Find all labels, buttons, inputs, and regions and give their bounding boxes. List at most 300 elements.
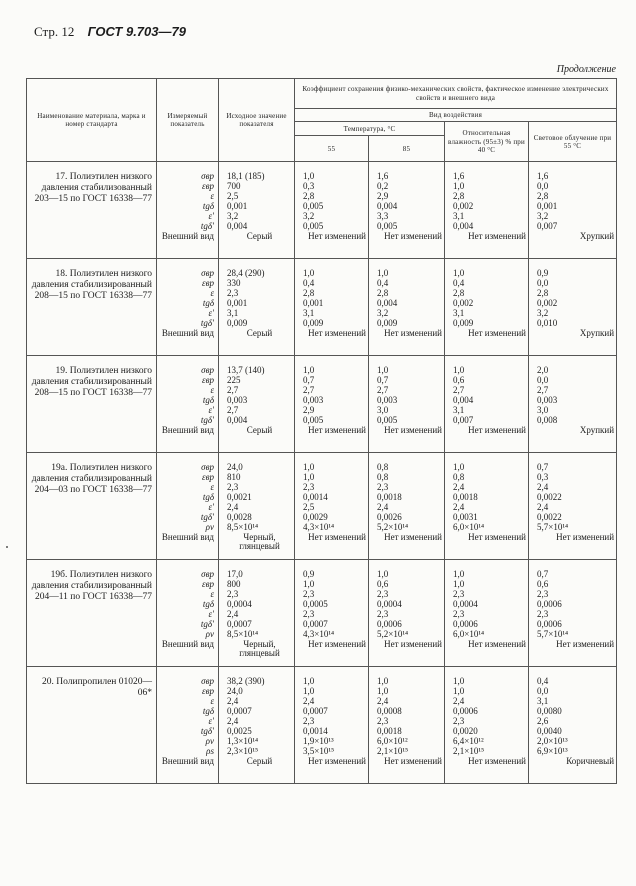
value-cell-initial bbox=[219, 259, 295, 350]
value-light: Нет изменений bbox=[556, 640, 615, 650]
value-cell-humidity bbox=[445, 356, 529, 447]
value-light: 0,001 bbox=[537, 202, 558, 212]
col-coeff: Коэффициент сохранения физико-механических свойств, фактическое изменение электрических свойств и внешнего вида bbox=[295, 79, 617, 109]
value-light: 0,0080 bbox=[537, 707, 562, 717]
value-humidity: 2,1×10¹⁵ bbox=[453, 747, 485, 757]
value-t85: 0,0018 bbox=[377, 493, 402, 503]
value-initial: 2,3 bbox=[227, 483, 239, 493]
value-initial: Серый bbox=[246, 232, 273, 242]
value-humidity: 0,0031 bbox=[453, 513, 478, 523]
value-initial: 0,0028 bbox=[227, 513, 252, 523]
value-initial: 8,5×10¹⁴ bbox=[227, 523, 259, 533]
value-humidity: 1,0 bbox=[453, 677, 465, 687]
indicator-symbol: tgδ bbox=[202, 707, 214, 717]
value-initial: 0,0007 bbox=[227, 707, 252, 717]
indicator-symbol: tgδ′ bbox=[200, 727, 214, 737]
value-humidity: 6,0×10¹⁴ bbox=[453, 523, 485, 533]
row-separator bbox=[27, 777, 617, 784]
value-humidity: Нет изменений bbox=[468, 757, 526, 767]
indicator-symbol: ε bbox=[210, 483, 214, 493]
value-cell-initial bbox=[219, 356, 295, 447]
value-t55: 0,005 bbox=[303, 416, 324, 426]
value-humidity: 3,1 bbox=[453, 406, 465, 416]
value-t85: 2,3 bbox=[377, 717, 389, 727]
value-t85: 0,7 bbox=[377, 376, 389, 386]
value-humidity: 6,4×10¹² bbox=[453, 737, 484, 747]
value-initial: 225 bbox=[227, 376, 241, 386]
value-initial: 0,004 bbox=[227, 416, 248, 426]
indicator-symbol: ε′ bbox=[208, 610, 214, 620]
value-light: Коричневый bbox=[566, 757, 615, 767]
material-name: 19а. Полиэтилен низкого давления стабилизированный 204—03 по ГОСТ 16338—77 bbox=[27, 453, 157, 554]
value-cell-light bbox=[529, 162, 617, 253]
value-light: 2,7 bbox=[537, 386, 549, 396]
value-cell-humidity bbox=[445, 560, 529, 661]
value-humidity: 1,0 bbox=[453, 463, 465, 473]
value-initial: 18,1 (185) bbox=[227, 172, 265, 182]
value-light: 0,0040 bbox=[537, 727, 562, 737]
value-t85: 3,3 bbox=[377, 212, 389, 222]
value-humidity: 0,007 bbox=[453, 416, 474, 426]
value-t55: 1,0 bbox=[303, 687, 315, 697]
value-t85: 6,0×10¹² bbox=[377, 737, 408, 747]
value-cell-t55 bbox=[295, 356, 369, 447]
value-t55: 1,0 bbox=[303, 269, 315, 279]
col-initial: Исходное значение показателя bbox=[219, 79, 295, 162]
value-t55: Нет изменений bbox=[308, 757, 366, 767]
value-t85: 5,2×10¹⁴ bbox=[377, 630, 409, 640]
value-cell-t85 bbox=[369, 453, 445, 554]
value-light: 0,9 bbox=[537, 269, 549, 279]
table-row bbox=[27, 453, 617, 554]
col-material: Наименование материала, марка и номер стандарта bbox=[27, 79, 157, 162]
value-cell-t85 bbox=[369, 162, 445, 253]
value-humidity: 0,0018 bbox=[453, 493, 478, 503]
value-initial: 28,4 (290) bbox=[227, 269, 265, 279]
page-header bbox=[34, 24, 186, 40]
value-light: 5,7×10¹⁴ bbox=[537, 523, 569, 533]
value-light: 2,8 bbox=[537, 289, 549, 299]
value-humidity: 0,0020 bbox=[453, 727, 478, 737]
value-light: 0,0022 bbox=[537, 493, 562, 503]
value-light: 0,6 bbox=[537, 580, 549, 590]
value-light: 2,8 bbox=[537, 192, 549, 202]
material-name: 19. Полиэтилен низкого давления стабилизированный 208—15 по ГОСТ 16338—77 bbox=[27, 356, 157, 447]
value-t55: 0,0007 bbox=[303, 707, 328, 717]
value-t55: 2,4 bbox=[303, 697, 315, 707]
indicator-symbol: tgδ′ bbox=[200, 513, 214, 523]
value-initial: 2,5 bbox=[227, 192, 239, 202]
value-t55: 2,8 bbox=[303, 289, 315, 299]
indicator-symbol: ε′ bbox=[208, 503, 214, 513]
value-initial: 2,3 bbox=[227, 289, 239, 299]
value-t85: 0,0004 bbox=[377, 600, 402, 610]
value-cell-initial bbox=[219, 667, 295, 778]
value-cell-light bbox=[529, 667, 617, 778]
value-light: 0,0 bbox=[537, 687, 549, 697]
value-humidity: 0,004 bbox=[453, 222, 474, 232]
value-light: 0,3 bbox=[537, 473, 549, 483]
value-t55: 3,5×10¹⁵ bbox=[303, 747, 335, 757]
value-humidity: 0,002 bbox=[453, 202, 474, 212]
value-light: 0,0006 bbox=[537, 600, 562, 610]
value-t55: 1,0 bbox=[303, 473, 315, 483]
value-cell-t85 bbox=[369, 560, 445, 661]
value-humidity: 1,0 bbox=[453, 570, 465, 580]
value-t55: 0,005 bbox=[303, 202, 324, 212]
value-light: 0,0006 bbox=[537, 620, 562, 630]
value-cell-t55 bbox=[295, 162, 369, 253]
value-t55: Нет изменений bbox=[308, 640, 366, 650]
table-row bbox=[27, 667, 617, 778]
value-light: 0,0 bbox=[537, 279, 549, 289]
value-humidity: 2,7 bbox=[453, 386, 465, 396]
indicator-symbol: Внешний вид bbox=[161, 533, 214, 543]
indicator-symbol: tgδ bbox=[202, 202, 214, 212]
value-light: Нет изменений bbox=[556, 533, 615, 543]
value-t85: 0,0018 bbox=[377, 727, 402, 737]
value-initial: 3,2 bbox=[227, 212, 239, 222]
value-t85: 1,0 bbox=[377, 269, 389, 279]
value-humidity: Нет изменений bbox=[468, 329, 526, 339]
value-initial: 2,4 bbox=[227, 610, 239, 620]
value-initial: 2,4 bbox=[227, 503, 239, 513]
value-humidity: 1,0 bbox=[453, 687, 465, 697]
value-t85: 0,4 bbox=[377, 279, 389, 289]
value-t55: 0,0005 bbox=[303, 600, 328, 610]
value-t85: Нет изменений bbox=[384, 232, 442, 242]
value-initial: 17,0 bbox=[227, 570, 243, 580]
value-initial: 0,001 bbox=[227, 299, 248, 309]
value-t85: 2,9 bbox=[377, 192, 389, 202]
value-humidity: 0,002 bbox=[453, 299, 474, 309]
value-t85: 2,8 bbox=[377, 289, 389, 299]
value-t85: 0,003 bbox=[377, 396, 398, 406]
value-t55: 0,003 bbox=[303, 396, 324, 406]
value-t85: 3,2 bbox=[377, 309, 389, 319]
value-cell-t85 bbox=[369, 667, 445, 778]
indicator-symbol: ρs bbox=[206, 747, 214, 757]
indicator-symbol: ε′ bbox=[208, 309, 214, 319]
value-initial: Серый bbox=[246, 426, 273, 436]
indicator-symbol: tgδ bbox=[202, 600, 214, 610]
value-t85: 2,4 bbox=[377, 503, 389, 513]
value-initial: 330 bbox=[227, 279, 241, 289]
indicator-symbol: εвр bbox=[202, 279, 214, 289]
indicator-symbol: ε bbox=[210, 192, 214, 202]
value-t85: Нет изменений bbox=[384, 426, 442, 436]
value-humidity: 0,0006 bbox=[453, 620, 478, 630]
value-t55: 1,0 bbox=[303, 580, 315, 590]
value-initial: 0,0021 bbox=[227, 493, 252, 503]
indicator-list bbox=[157, 162, 219, 253]
value-t85: 0,009 bbox=[377, 319, 398, 329]
value-initial: 0,004 bbox=[227, 222, 248, 232]
value-humidity: 2,8 bbox=[453, 289, 465, 299]
indicator-symbol: ρv bbox=[205, 523, 214, 533]
value-t85: Нет изменений bbox=[384, 533, 442, 543]
value-initial: 8,5×10¹⁴ bbox=[227, 630, 259, 640]
indicator-symbol: σвр bbox=[201, 570, 214, 580]
indicator-list bbox=[157, 356, 219, 447]
value-light: Хрупкий bbox=[579, 232, 615, 242]
value-t55: 0,001 bbox=[303, 299, 324, 309]
col-indicator: Измеряемый показатель bbox=[157, 79, 219, 162]
continuation-label: Продолжение bbox=[556, 64, 616, 75]
value-t85: 0,005 bbox=[377, 222, 398, 232]
value-light: 0,008 bbox=[537, 416, 558, 426]
value-light: 2,3 bbox=[537, 610, 549, 620]
value-light: 5,7×10¹⁴ bbox=[537, 630, 569, 640]
value-humidity: 3,1 bbox=[453, 212, 465, 222]
value-initial: 0,0007 bbox=[227, 620, 252, 630]
col-light: Световое облучение при 55 °С bbox=[529, 122, 617, 162]
value-cell-initial bbox=[219, 560, 295, 661]
value-t55: 0,0014 bbox=[303, 493, 328, 503]
value-cell-t55 bbox=[295, 453, 369, 554]
value-initial: Серый bbox=[246, 329, 273, 339]
value-initial: 0,0025 bbox=[227, 727, 252, 737]
indicator-symbol: Внешний вид bbox=[161, 232, 214, 242]
value-t85: 0,0008 bbox=[377, 707, 402, 717]
indicator-symbol: σвр bbox=[201, 463, 214, 473]
value-initial: 2,7 bbox=[227, 386, 239, 396]
value-initial: 0,001 bbox=[227, 202, 248, 212]
value-t55: Нет изменений bbox=[308, 329, 366, 339]
value-cell-humidity bbox=[445, 667, 529, 778]
value-initial: 800 bbox=[227, 580, 241, 590]
value-cell-initial bbox=[219, 453, 295, 554]
indicator-list bbox=[157, 560, 219, 661]
value-light: 3,2 bbox=[537, 309, 549, 319]
indicator-symbol: εвр bbox=[202, 182, 214, 192]
value-initial: 0,003 bbox=[227, 396, 248, 406]
indicator-symbol: Внешний вид bbox=[161, 426, 214, 436]
value-humidity: 0,004 bbox=[453, 396, 474, 406]
indicator-symbol: σвр bbox=[201, 172, 214, 182]
col-temperature: Температура, °С bbox=[295, 122, 445, 136]
value-t85: 2,7 bbox=[377, 386, 389, 396]
value-t85: 0,005 bbox=[377, 416, 398, 426]
value-t55: 2,3 bbox=[303, 483, 315, 493]
value-t85: 1,6 bbox=[377, 172, 389, 182]
table-row bbox=[27, 356, 617, 447]
value-t85: 0,2 bbox=[377, 182, 389, 192]
value-initial: 810 bbox=[227, 473, 241, 483]
value-initial: 2,3×10¹⁵ bbox=[227, 747, 259, 757]
value-initial: 38,2 (390) bbox=[227, 677, 265, 687]
value-cell-light bbox=[529, 259, 617, 350]
value-initial: Черный, глянцевый bbox=[239, 640, 280, 659]
value-t55: 0,009 bbox=[303, 319, 324, 329]
value-light: 3,1 bbox=[537, 697, 549, 707]
material-name: 20. Полипропилен 01020—06* bbox=[27, 667, 157, 778]
indicator-symbol: tgδ′ bbox=[200, 620, 214, 630]
value-humidity: 2,4 bbox=[453, 503, 465, 513]
table-row bbox=[27, 162, 617, 253]
value-initial: 24,0 bbox=[227, 463, 243, 473]
value-t85: 0,0006 bbox=[377, 620, 402, 630]
value-humidity: 2,3 bbox=[453, 717, 465, 727]
indicator-symbol: ε bbox=[210, 590, 214, 600]
value-t85: Нет изменений bbox=[384, 329, 442, 339]
gost-label: ГОСТ 9.703—79 bbox=[87, 24, 186, 39]
value-t85: 2,1×10¹⁵ bbox=[377, 747, 409, 757]
value-t55: 0,4 bbox=[303, 279, 315, 289]
value-light: 0,0 bbox=[537, 182, 549, 192]
value-humidity: Нет изменений bbox=[468, 426, 526, 436]
value-t85: 0,8 bbox=[377, 473, 389, 483]
value-light: 2,4 bbox=[537, 503, 549, 513]
indicator-symbol: Внешний вид bbox=[161, 757, 214, 767]
value-t85: 0,004 bbox=[377, 202, 398, 212]
value-t55: 4,3×10¹⁴ bbox=[303, 630, 335, 640]
col-impact: Вид воздействия bbox=[295, 109, 617, 122]
value-t85: Нет изменений bbox=[384, 757, 442, 767]
value-t55: Нет изменений bbox=[308, 426, 366, 436]
value-humidity: 2,4 bbox=[453, 697, 465, 707]
indicator-symbol: ρv bbox=[205, 630, 214, 640]
indicator-symbol: tgδ bbox=[202, 493, 214, 503]
indicator-symbol: ε′ bbox=[208, 406, 214, 416]
value-humidity: 0,0006 bbox=[453, 707, 478, 717]
value-humidity: 1,0 bbox=[453, 580, 465, 590]
table-row bbox=[27, 560, 617, 661]
value-light: Хрупкий bbox=[579, 329, 615, 339]
indicator-symbol: εвр bbox=[202, 376, 214, 386]
value-humidity: 2,3 bbox=[453, 610, 465, 620]
value-humidity: 6,0×10¹⁴ bbox=[453, 630, 485, 640]
material-name: 17. Полиэтилен низкого давления стабилизованный 203—15 по ГОСТ 16338—77 bbox=[27, 162, 157, 253]
indicator-symbol: εвр bbox=[202, 580, 214, 590]
value-t85: 2,3 bbox=[377, 590, 389, 600]
value-light: 2,0 bbox=[537, 366, 549, 376]
indicator-symbol: σвр bbox=[201, 677, 214, 687]
material-name: 18. Полиэтилен низкого давления стабилизированный 208—15 по ГОСТ 16338—77 bbox=[27, 259, 157, 350]
value-t55: 0,0029 bbox=[303, 513, 328, 523]
value-initial: Черный, глянцевый bbox=[239, 533, 280, 552]
indicator-symbol: ε′ bbox=[208, 717, 214, 727]
value-light: 0,007 bbox=[537, 222, 558, 232]
value-t85: 1,0 bbox=[377, 687, 389, 697]
value-light: 6,9×10¹³ bbox=[537, 747, 568, 757]
page-label: Стр. 12 bbox=[34, 24, 75, 39]
value-t85: 2,3 bbox=[377, 483, 389, 493]
value-humidity: 1,0 bbox=[453, 366, 465, 376]
value-light: 0,010 bbox=[537, 319, 558, 329]
value-t55: 2,3 bbox=[303, 590, 315, 600]
indicator-symbol: ε bbox=[210, 289, 214, 299]
value-initial: Серый bbox=[246, 757, 273, 767]
value-cell-t85 bbox=[369, 356, 445, 447]
value-t55: 2,9 bbox=[303, 406, 315, 416]
value-t55: 0,9 bbox=[303, 570, 315, 580]
value-humidity: Нет изменений bbox=[468, 533, 526, 543]
value-t85: 0,6 bbox=[377, 580, 389, 590]
indicator-symbol: tgδ′ bbox=[200, 319, 214, 329]
value-cell-humidity bbox=[445, 259, 529, 350]
value-light: 0,7 bbox=[537, 463, 549, 473]
value-light: 2,0×10¹³ bbox=[537, 737, 568, 747]
value-humidity: 2,4 bbox=[453, 483, 465, 493]
value-t85: 0,0026 bbox=[377, 513, 402, 523]
table-row bbox=[27, 259, 617, 350]
value-light: 0,0 bbox=[537, 376, 549, 386]
value-t55: 0,3 bbox=[303, 182, 315, 192]
value-t55: 1,0 bbox=[303, 172, 315, 182]
value-humidity: 0,009 bbox=[453, 319, 474, 329]
properties-table bbox=[26, 78, 617, 784]
value-t55: 4,3×10¹⁴ bbox=[303, 523, 335, 533]
value-t55: 1,0 bbox=[303, 677, 315, 687]
indicator-symbol: tgδ bbox=[202, 396, 214, 406]
value-humidity: 0,4 bbox=[453, 279, 465, 289]
value-initial: 0,009 bbox=[227, 319, 248, 329]
col-humidity: Относительная влажность (95±3) % при 40 °С bbox=[445, 122, 529, 162]
indicator-symbol: tgδ′ bbox=[200, 222, 214, 232]
value-light: 0,4 bbox=[537, 677, 549, 687]
indicator-list bbox=[157, 667, 219, 778]
value-t85: 5,2×10¹⁴ bbox=[377, 523, 409, 533]
indicator-symbol: tgδ′ bbox=[200, 416, 214, 426]
value-t55: 2,5 bbox=[303, 503, 315, 513]
value-t85: 2,3 bbox=[377, 610, 389, 620]
value-initial: 700 bbox=[227, 182, 241, 192]
indicator-symbol: Внешний вид bbox=[161, 640, 214, 650]
value-t55: 0,0014 bbox=[303, 727, 328, 737]
value-t85: 1,0 bbox=[377, 366, 389, 376]
value-light: 2,3 bbox=[537, 590, 549, 600]
indicator-symbol: tgδ bbox=[202, 299, 214, 309]
value-t85: 3,0 bbox=[377, 406, 389, 416]
value-cell-t55 bbox=[295, 667, 369, 778]
value-t55: Нет изменений bbox=[308, 533, 366, 543]
value-humidity: Нет изменений bbox=[468, 640, 526, 650]
value-t55: Нет изменений bbox=[308, 232, 366, 242]
indicator-symbol: ε bbox=[210, 386, 214, 396]
value-humidity: 2,3 bbox=[453, 590, 465, 600]
value-humidity: 1,0 bbox=[453, 269, 465, 279]
value-initial: 2,4 bbox=[227, 697, 239, 707]
indicator-symbol: σвр bbox=[201, 366, 214, 376]
value-humidity: 0,8 bbox=[453, 473, 465, 483]
value-t55: 2,7 bbox=[303, 386, 315, 396]
indicator-symbol: ε′ bbox=[208, 212, 214, 222]
value-t55: 1,0 bbox=[303, 366, 315, 376]
indicator-symbol: ε bbox=[210, 697, 214, 707]
value-cell-t85 bbox=[369, 259, 445, 350]
value-t55: 1,9×10¹³ bbox=[303, 737, 334, 747]
indicator-symbol: εвр bbox=[202, 687, 214, 697]
value-light: 3,0 bbox=[537, 406, 549, 416]
value-t55: 0,7 bbox=[303, 376, 315, 386]
value-humidity: Нет изменений bbox=[468, 232, 526, 242]
value-t85: 0,8 bbox=[377, 463, 389, 473]
value-cell-humidity bbox=[445, 162, 529, 253]
value-cell-t55 bbox=[295, 560, 369, 661]
value-cell-light bbox=[529, 560, 617, 661]
col-t85: 85 bbox=[369, 136, 445, 162]
indicator-symbol: ρv bbox=[205, 737, 214, 747]
value-t85: 0,004 bbox=[377, 299, 398, 309]
value-t85: 1,0 bbox=[377, 570, 389, 580]
value-initial: 24,0 bbox=[227, 687, 243, 697]
value-light: 0,0022 bbox=[537, 513, 562, 523]
value-light: 0,003 bbox=[537, 396, 558, 406]
indicator-list bbox=[157, 259, 219, 350]
value-initial: 13,7 (140) bbox=[227, 366, 265, 376]
value-humidity: 2,8 bbox=[453, 192, 465, 202]
